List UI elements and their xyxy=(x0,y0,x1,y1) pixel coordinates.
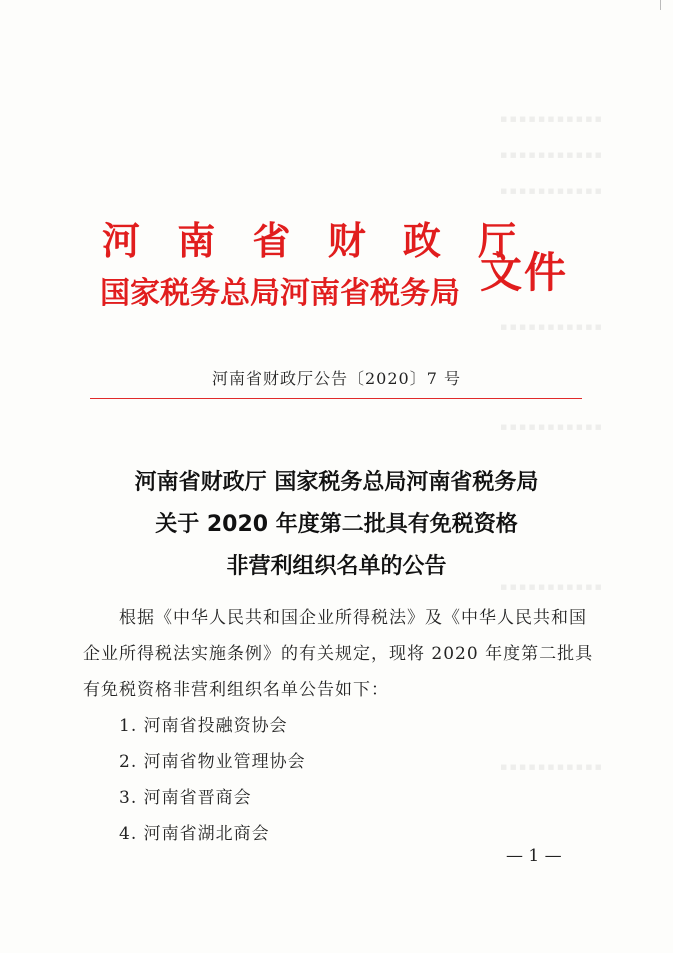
red-divider xyxy=(90,398,582,399)
list-item: 2. 河南省物业管理协会 xyxy=(119,752,306,772)
bleed-through: ▪▪▪▪▪▪▪▪▪▪▪ xyxy=(500,112,605,125)
body-line-2: 企业所得税法实施条例》的有关规定，现将 2020 年度第二批具 xyxy=(83,644,594,664)
bleed-through: ▪▪▪▪▪▪▪▪▪▪▪ xyxy=(500,184,605,197)
list-item: 4. 河南省湖北商会 xyxy=(119,824,270,844)
page-number: — 1 — xyxy=(506,846,562,866)
scan-mark xyxy=(660,0,661,10)
title-line-1: 河南省财政厅 国家税务总局河南省税务局 xyxy=(134,470,539,495)
document-label: 文件 xyxy=(480,248,569,297)
bleed-through: ▪▪▪▪▪▪▪▪▪▪▪ xyxy=(500,148,605,161)
issuer-tax-bureau: 国家税务总局河南省税务局 xyxy=(100,276,460,311)
title-line-3: 非营利组织名单的公告 xyxy=(226,554,447,579)
body-line-1: 根据《中华人民共和国企业所得税法》及《中华人民共和国 xyxy=(119,608,587,628)
body-line-3: 有免税资格非营利组织名单公告如下： xyxy=(83,680,389,700)
title-line-2: 关于 2020 年度第二批具有免税资格 xyxy=(155,512,518,537)
bleed-through: ▪▪▪▪▪▪▪▪▪▪▪ xyxy=(500,760,605,773)
list-item: 1. 河南省投融资协会 xyxy=(119,716,288,736)
issuer-finance-dept: 河 南 省 财 政 厅 xyxy=(102,219,529,263)
bleed-through: ▪▪▪▪▪▪▪▪▪▪▪ xyxy=(500,320,605,333)
document-number: 河南省财政厅公告〔2020〕7 号 xyxy=(212,369,461,388)
list-item: 3. 河南省晋商会 xyxy=(119,788,252,808)
bleed-through: ▪▪▪▪▪▪▪▪▪▪▪ xyxy=(500,420,605,433)
bleed-through: ▪▪▪▪▪▪▪▪▪▪▪ xyxy=(500,580,605,593)
